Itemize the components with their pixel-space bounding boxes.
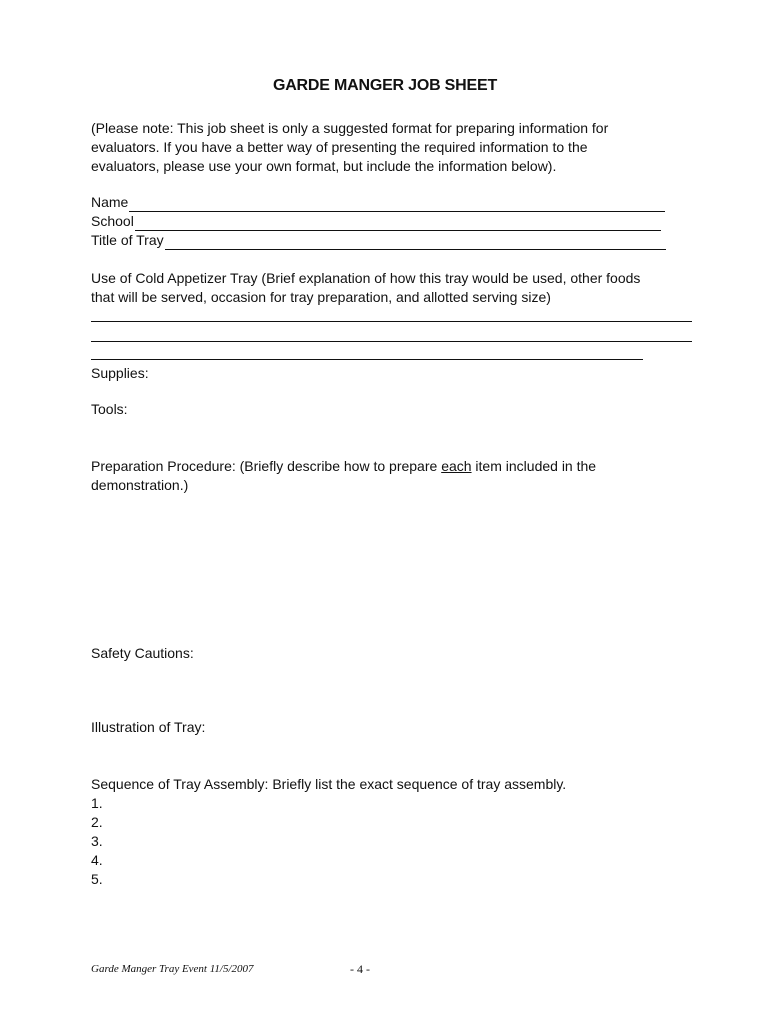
school-label: School <box>91 213 134 229</box>
safety-cautions-label: Safety Cautions: <box>91 645 194 661</box>
preparation-line-2: demonstration.) <box>91 477 189 493</box>
title-of-tray-field-row <box>91 231 666 250</box>
sequence-item-2: 2. <box>91 814 103 830</box>
use-answer-line-1[interactable] <box>91 321 692 322</box>
use-section-line-2: that will be served, occasion for tray preparation, and allotted serving size) <box>91 289 551 305</box>
preparation-prefix: Preparation Procedure: (Briefly describe how to prepare <box>91 458 442 474</box>
sequence-item-4: 4. <box>91 852 103 868</box>
school-field-row <box>91 212 661 231</box>
name-label: Name <box>91 194 129 210</box>
use-answer-line-3[interactable] <box>91 359 643 360</box>
use-answer-line-2[interactable] <box>91 341 692 342</box>
preparation-suffix: item included in the <box>471 458 597 474</box>
school-field-line[interactable] <box>135 214 661 231</box>
intro-line-3: evaluators, please use your own format, but include the information below). <box>91 158 557 174</box>
name-field-row <box>91 193 665 212</box>
sequence-item-3: 3. <box>91 833 103 849</box>
preparation-line-1 <box>91 457 596 476</box>
sequence-item-5: 5. <box>91 871 103 887</box>
use-section-line-1: Use of Cold Appetizer Tray (Brief explanation of how this tray would be used, other foods <box>91 270 641 286</box>
illustration-label: Illustration of Tray: <box>91 719 206 735</box>
intro-line-2: evaluators. If you have a better way of presenting the required information to the <box>91 139 588 155</box>
sequence-item-1: 1. <box>91 795 103 811</box>
title-of-tray-field-line[interactable] <box>165 233 666 250</box>
title-of-tray-label: Title of Tray <box>91 232 164 248</box>
supplies-label: Supplies: <box>91 365 149 381</box>
name-field-line[interactable] <box>129 195 665 212</box>
footer-event-label: Garde Manger Tray Event 11/5/2007 <box>91 963 254 975</box>
tools-label: Tools: <box>91 401 128 417</box>
footer-page-number: - 4 - <box>350 962 370 976</box>
page-title: GARDE MANGER JOB SHEET <box>272 77 498 94</box>
preparation-emphasis: each <box>441 458 472 474</box>
sequence-heading: Sequence of Tray Assembly: Briefly list the exact sequence of tray assembly. <box>91 776 567 792</box>
intro-line-1: (Please note: This job sheet is only a suggested format for preparing information for <box>91 120 609 136</box>
